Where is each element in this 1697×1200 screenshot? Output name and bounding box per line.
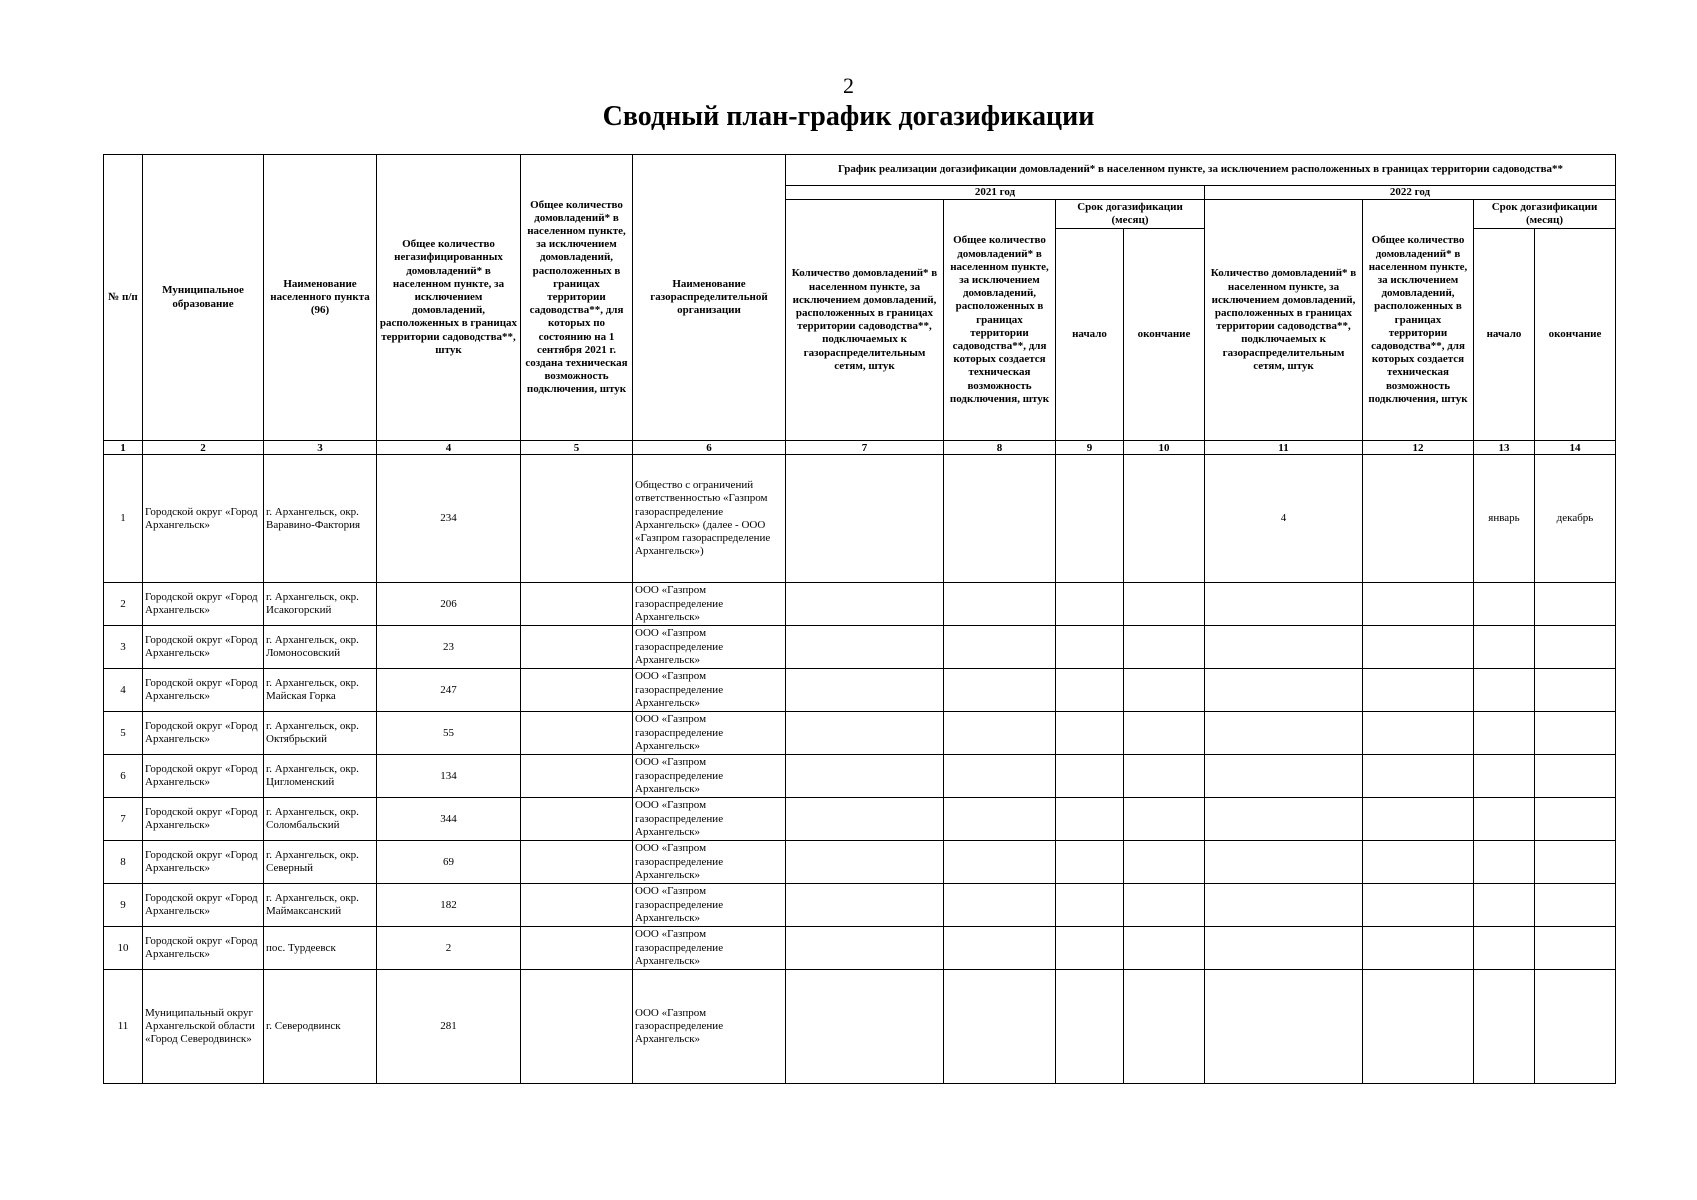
- tech-possible-count-cell: [521, 798, 633, 841]
- header-count-connected-2021: Количество домовладений* в населенном пункте, за исключением домовладений, расположенных в границах территории садоводства**, подключаемых к газораспределительным сетям, штук: [786, 200, 944, 441]
- end-2021-cell: [1124, 583, 1205, 626]
- settlement-cell: г. Северодвинск: [264, 970, 377, 1084]
- settlement-cell: г. Архангельск, окр. Северный: [264, 841, 377, 884]
- column-number: 4: [377, 441, 521, 455]
- gdo-name-cell: Общество с ограничений ответственностью «Газпром газораспределение Архангельск» (далее - ООО «Газпром газораспределение Архангельск»): [633, 455, 786, 583]
- page-title: Сводный план-график догазификации: [602, 101, 1095, 132]
- municipality-cell: Городской округ «Город Архангельск»: [143, 455, 264, 583]
- table-row: [104, 712, 1616, 755]
- settlement-cell: г. Архангельск, окр. Исакогорский: [264, 583, 377, 626]
- start-2022-cell: [1474, 583, 1535, 626]
- count-2021-cell: [786, 626, 944, 669]
- column-number: 12: [1363, 441, 1474, 455]
- end-2021-cell: [1124, 841, 1205, 884]
- start-2022-cell: [1474, 841, 1535, 884]
- start-2021-cell: [1056, 798, 1124, 841]
- start-2021-cell: [1056, 626, 1124, 669]
- start-2021-cell: [1056, 927, 1124, 970]
- ungasified-count-cell: 206: [377, 583, 521, 626]
- end-2022-cell: [1535, 669, 1616, 712]
- count-2021-cell: [786, 927, 944, 970]
- tech-2022-cell: [1363, 841, 1474, 884]
- start-2022-cell: [1474, 755, 1535, 798]
- count-2022-cell: 4: [1205, 455, 1363, 583]
- header-count-tech-created-2022: Общее количество домовладений* в населенном пункте, за исключением домовладений, расположенных в границах территории садоводства**, для которых создается техническая возможность подключения, штук: [1363, 200, 1474, 441]
- municipality-cell: Городской округ «Город Архангельск»: [143, 841, 264, 884]
- tech-2021-cell: [944, 798, 1056, 841]
- tech-2022-cell: [1363, 712, 1474, 755]
- count-2021-cell: [786, 712, 944, 755]
- ungasified-count-cell: 134: [377, 755, 521, 798]
- end-2022-cell: [1535, 884, 1616, 927]
- column-number: 14: [1535, 441, 1616, 455]
- start-2022-cell: [1474, 884, 1535, 927]
- gasification-schedule-table: [103, 154, 1616, 1084]
- table-row: [104, 755, 1616, 798]
- tech-possible-count-cell: [521, 455, 633, 583]
- start-2021-cell: [1056, 712, 1124, 755]
- header-start-2021: начало: [1056, 229, 1124, 441]
- row-number: 7: [104, 798, 143, 841]
- row-number: 2: [104, 583, 143, 626]
- table-row: [104, 798, 1616, 841]
- ungasified-count-cell: 69: [377, 841, 521, 884]
- count-2022-cell: [1205, 626, 1363, 669]
- settlement-cell: г. Архангельск, окр. Маймаксанский: [264, 884, 377, 927]
- page-number: 2: [843, 73, 854, 98]
- table-row: [104, 884, 1616, 927]
- settlement-cell: г. Архангельск, окр. Соломбальский: [264, 798, 377, 841]
- start-2022-cell: [1474, 798, 1535, 841]
- column-number: 6: [633, 441, 786, 455]
- tech-2022-cell: [1363, 583, 1474, 626]
- settlement-cell: г. Архангельск, окр. Ломоносовский: [264, 626, 377, 669]
- header-n: № п/п: [104, 155, 143, 441]
- tech-possible-count-cell: [521, 626, 633, 669]
- count-2021-cell: [786, 755, 944, 798]
- row-number: 8: [104, 841, 143, 884]
- header-municipality: Муниципальное образование: [143, 155, 264, 441]
- tech-2021-cell: [944, 927, 1056, 970]
- table-row: [104, 970, 1616, 1084]
- table-body: [104, 455, 1616, 1084]
- tech-2021-cell: [944, 841, 1056, 884]
- start-2021-cell: [1056, 669, 1124, 712]
- ungasified-count-cell: 2: [377, 927, 521, 970]
- start-2021-cell: [1056, 884, 1124, 927]
- end-2021-cell: [1124, 970, 1205, 1084]
- gdo-name-cell: ООО «Газпром газораспределение Архангельск»: [633, 884, 786, 927]
- start-2021-cell: [1056, 755, 1124, 798]
- ungasified-count-cell: 344: [377, 798, 521, 841]
- end-2022-cell: [1535, 841, 1616, 884]
- tech-possible-count-cell: [521, 583, 633, 626]
- header-term-2022: Срок догазификации (месяц): [1474, 200, 1616, 229]
- settlement-cell: г. Архангельск, окр. Октябрьский: [264, 712, 377, 755]
- start-2021-cell: [1056, 841, 1124, 884]
- end-2021-cell: [1124, 884, 1205, 927]
- header-end-2021: окончание: [1124, 229, 1205, 441]
- tech-2022-cell: [1363, 755, 1474, 798]
- end-2022-cell: [1535, 583, 1616, 626]
- municipality-cell: Городской округ «Город Архангельск»: [143, 798, 264, 841]
- tech-2021-cell: [944, 626, 1056, 669]
- count-2022-cell: [1205, 884, 1363, 927]
- start-2022-cell: [1474, 626, 1535, 669]
- row-number: 3: [104, 626, 143, 669]
- municipality-cell: Городской округ «Город Архангельск»: [143, 669, 264, 712]
- column-number-row: [104, 441, 1616, 455]
- tech-2022-cell: [1363, 927, 1474, 970]
- column-number: 11: [1205, 441, 1363, 455]
- start-2021-cell: [1056, 583, 1124, 626]
- column-number: 13: [1474, 441, 1535, 455]
- tech-2022-cell: [1363, 798, 1474, 841]
- header-count-connected-2022: Количество домовладений* в населенном пункте, за исключением домовладений, расположенных в границах территории садоводства**, подключаемых к газораспределительным сетям, штук: [1205, 200, 1363, 441]
- tech-possible-count-cell: [521, 712, 633, 755]
- end-2022-cell: [1535, 755, 1616, 798]
- gdo-name-cell: ООО «Газпром газораспределение Архангельск»: [633, 626, 786, 669]
- column-number: 2: [143, 441, 264, 455]
- end-2021-cell: [1124, 927, 1205, 970]
- municipality-cell: Городской округ «Город Архангельск»: [143, 927, 264, 970]
- count-2021-cell: [786, 798, 944, 841]
- settlement-cell: г. Архангельск, окр. Майская Горка: [264, 669, 377, 712]
- end-2021-cell: [1124, 669, 1205, 712]
- gdo-name-cell: ООО «Газпром газораспределение Архангельск»: [633, 712, 786, 755]
- gdo-name-cell: ООО «Газпром газораспределение Архангельск»: [633, 927, 786, 970]
- tech-possible-count-cell: [521, 755, 633, 798]
- gdo-name-cell: ООО «Газпром газораспределение Архангельск»: [633, 798, 786, 841]
- ungasified-count-cell: 281: [377, 970, 521, 1084]
- start-2021-cell: [1056, 455, 1124, 583]
- start-2022-cell: [1474, 669, 1535, 712]
- end-2021-cell: [1124, 798, 1205, 841]
- end-2021-cell: [1124, 755, 1205, 798]
- municipality-cell: Муниципальный округ Архангельской области «Город Северодвинск»: [143, 970, 264, 1084]
- row-number: 6: [104, 755, 143, 798]
- column-number: 3: [264, 441, 377, 455]
- table-row: [104, 455, 1616, 583]
- start-2021-cell: [1056, 970, 1124, 1084]
- header-count-tech-created-2021: Общее количество домовладений* в населенном пункте, за исключением домовладений, расположенных в границах территории садоводства**, для которых создается техническая возможность подключения, штук: [944, 200, 1056, 441]
- municipality-cell: Городской округ «Город Архангельск»: [143, 755, 264, 798]
- start-2022-cell: январь: [1474, 455, 1535, 583]
- tech-2022-cell: [1363, 884, 1474, 927]
- start-2022-cell: [1474, 970, 1535, 1084]
- row-number: 11: [104, 970, 143, 1084]
- start-2022-cell: [1474, 927, 1535, 970]
- count-2021-cell: [786, 669, 944, 712]
- column-number: 7: [786, 441, 944, 455]
- start-2022-cell: [1474, 712, 1535, 755]
- table-row: [104, 626, 1616, 669]
- ungasified-count-cell: 55: [377, 712, 521, 755]
- municipality-cell: Городской округ «Город Архангельск»: [143, 884, 264, 927]
- table-row: [104, 841, 1616, 884]
- tech-2022-cell: [1363, 455, 1474, 583]
- gdo-name-cell: ООО «Газпром газораспределение Архангельск»: [633, 755, 786, 798]
- end-2021-cell: [1124, 455, 1205, 583]
- count-2022-cell: [1205, 798, 1363, 841]
- count-2021-cell: [786, 583, 944, 626]
- count-2022-cell: [1205, 669, 1363, 712]
- tech-2021-cell: [944, 669, 1056, 712]
- gdo-name-cell: ООО «Газпром газораспределение Архангельск»: [633, 841, 786, 884]
- count-2022-cell: [1205, 927, 1363, 970]
- municipality-cell: Городской округ «Город Архангельск»: [143, 712, 264, 755]
- gdo-name-cell: ООО «Газпром газораспределение Архангельск»: [633, 669, 786, 712]
- gdo-name-cell: ООО «Газпром газораспределение Архангельск»: [633, 970, 786, 1084]
- municipality-cell: Городской округ «Город Архангельск»: [143, 626, 264, 669]
- tech-possible-count-cell: [521, 884, 633, 927]
- header-total-tech-possible: Общее количество домовладений* в населенном пункте, за исключением домовладений, расположенных в границах территории садоводства**, для которых по состоянию на 1 сентября 2021 г. создана техническая возможность подключения, штук: [521, 155, 633, 441]
- row-number: 9: [104, 884, 143, 927]
- count-2021-cell: [786, 884, 944, 927]
- table-row: [104, 927, 1616, 970]
- column-number: 10: [1124, 441, 1205, 455]
- count-2022-cell: [1205, 712, 1363, 755]
- row-number: 4: [104, 669, 143, 712]
- count-2021-cell: [786, 455, 944, 583]
- tech-2021-cell: [944, 455, 1056, 583]
- header-schedule: График реализации догазификации домовладений* в населенном пункте, за исключением расположенных в границах территории садоводства**: [786, 155, 1616, 186]
- ungasified-count-cell: 234: [377, 455, 521, 583]
- count-2022-cell: [1205, 841, 1363, 884]
- row-number: 5: [104, 712, 143, 755]
- tech-2022-cell: [1363, 626, 1474, 669]
- column-number: 1: [104, 441, 143, 455]
- header-total-ungasified: Общее количество негазифицированных домовладений* в населенном пункте, за исключением домовладений, расположенных в границах территории садоводства**, штук: [377, 155, 521, 441]
- header-start-2022: начало: [1474, 229, 1535, 441]
- end-2022-cell: декабрь: [1535, 455, 1616, 583]
- tech-2021-cell: [944, 884, 1056, 927]
- count-2021-cell: [786, 970, 944, 1084]
- tech-possible-count-cell: [521, 970, 633, 1084]
- tech-2021-cell: [944, 583, 1056, 626]
- settlement-cell: г. Архангельск, окр. Варавино-Фактория: [264, 455, 377, 583]
- tech-possible-count-cell: [521, 669, 633, 712]
- tech-2022-cell: [1363, 669, 1474, 712]
- count-2022-cell: [1205, 970, 1363, 1084]
- count-2022-cell: [1205, 755, 1363, 798]
- table-row: [104, 669, 1616, 712]
- tech-possible-count-cell: [521, 841, 633, 884]
- tech-2022-cell: [1363, 970, 1474, 1084]
- header-settlement: Наименование населенного пункта (96): [264, 155, 377, 441]
- end-2022-cell: [1535, 712, 1616, 755]
- end-2021-cell: [1124, 712, 1205, 755]
- settlement-cell: пос. Турдеевск: [264, 927, 377, 970]
- gdo-name-cell: ООО «Газпром газораспределение Архангельск»: [633, 583, 786, 626]
- row-number: 1: [104, 455, 143, 583]
- tech-2021-cell: [944, 755, 1056, 798]
- end-2022-cell: [1535, 970, 1616, 1084]
- ungasified-count-cell: 247: [377, 669, 521, 712]
- header-end-2022: окончание: [1535, 229, 1616, 441]
- end-2021-cell: [1124, 626, 1205, 669]
- municipality-cell: Городской округ «Город Архангельск»: [143, 583, 264, 626]
- tech-2021-cell: [944, 970, 1056, 1084]
- column-number: 9: [1056, 441, 1124, 455]
- column-number: 8: [944, 441, 1056, 455]
- ungasified-count-cell: 23: [377, 626, 521, 669]
- end-2022-cell: [1535, 798, 1616, 841]
- table-row: [104, 583, 1616, 626]
- end-2022-cell: [1535, 927, 1616, 970]
- row-number: 10: [104, 927, 143, 970]
- ungasified-count-cell: 182: [377, 884, 521, 927]
- header-year-2021: 2021 год: [786, 186, 1205, 200]
- end-2022-cell: [1535, 626, 1616, 669]
- count-2021-cell: [786, 841, 944, 884]
- count-2022-cell: [1205, 583, 1363, 626]
- tech-2021-cell: [944, 712, 1056, 755]
- header-term-2021: Срок догазификации (месяц): [1056, 200, 1205, 229]
- column-number: 5: [521, 441, 633, 455]
- header-gdo: Наименование газораспределительной организации: [633, 155, 786, 441]
- header-year-2022: 2022 год: [1205, 186, 1616, 200]
- tech-possible-count-cell: [521, 927, 633, 970]
- settlement-cell: г. Архангельск, окр. Цигломенский: [264, 755, 377, 798]
